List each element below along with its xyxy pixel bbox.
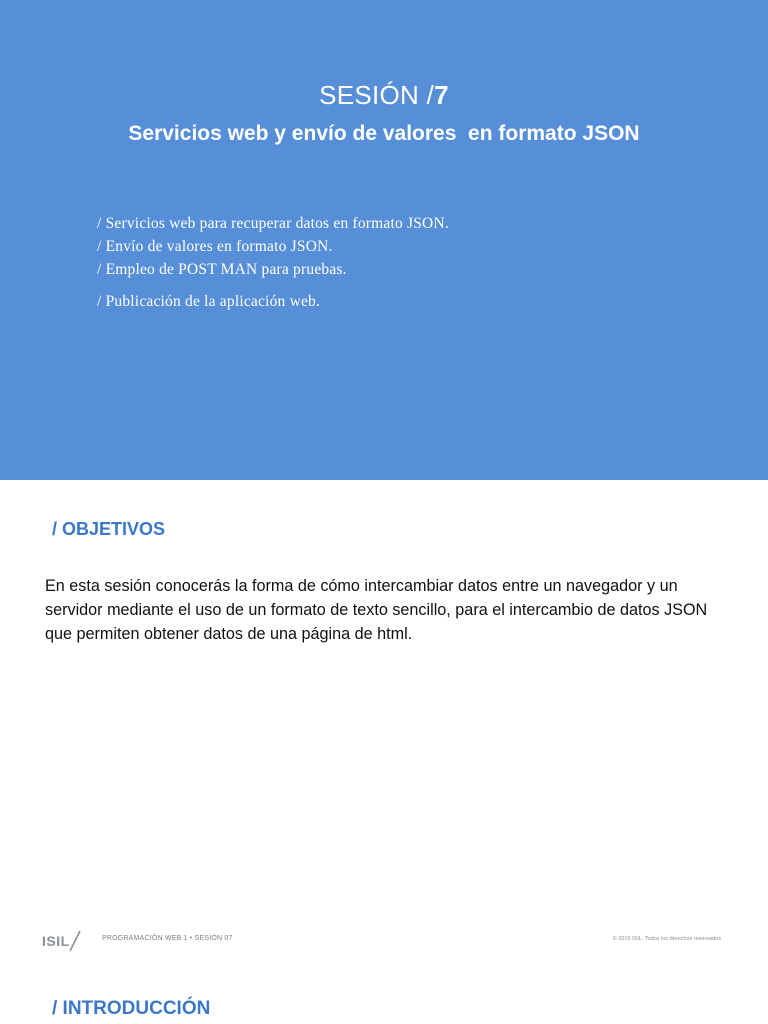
topic-item: / Servicios web para recuperar datos en formato JSON. <box>97 215 449 232</box>
session-title <box>0 80 768 111</box>
topics-list <box>97 212 449 313</box>
introduction-heading: / INTRODUCCIÓN <box>52 998 211 1019</box>
page-footer <box>0 925 768 955</box>
topic-item: / Publicación de la aplicación web. <box>97 293 321 310</box>
logo-slash-icon <box>69 930 81 952</box>
objectives-heading: / OBJETIVOS <box>52 519 166 539</box>
topic-item: / Empleo de POST MAN para pruebas. <box>97 261 347 278</box>
logo-text: ISIL <box>42 933 70 949</box>
objectives-text: En esta sesión conocerás la forma de cómo intercambiar datos entre un navegador y un servidor mediante el uso de un formato de texto sencillo, para el intercambio de datos JSON que permiten obtener datos de una página de html. <box>45 577 708 643</box>
session-label: SESIÓN / <box>319 80 435 110</box>
title-banner <box>0 0 768 480</box>
session-number: 7 <box>434 80 449 110</box>
topic-item: / Envío de valores en formato JSON. <box>97 238 333 255</box>
session-subtitle: Servicios web y envío de valores en formato JSON <box>128 122 640 145</box>
footer-copyright: © 2019 ISIL. Todos los derechos reservados <box>612 936 721 942</box>
footer-course-label: PROGRAMACIÓN WEB 1 • SESIÓN 07 <box>102 935 233 942</box>
isil-logo <box>42 929 81 953</box>
